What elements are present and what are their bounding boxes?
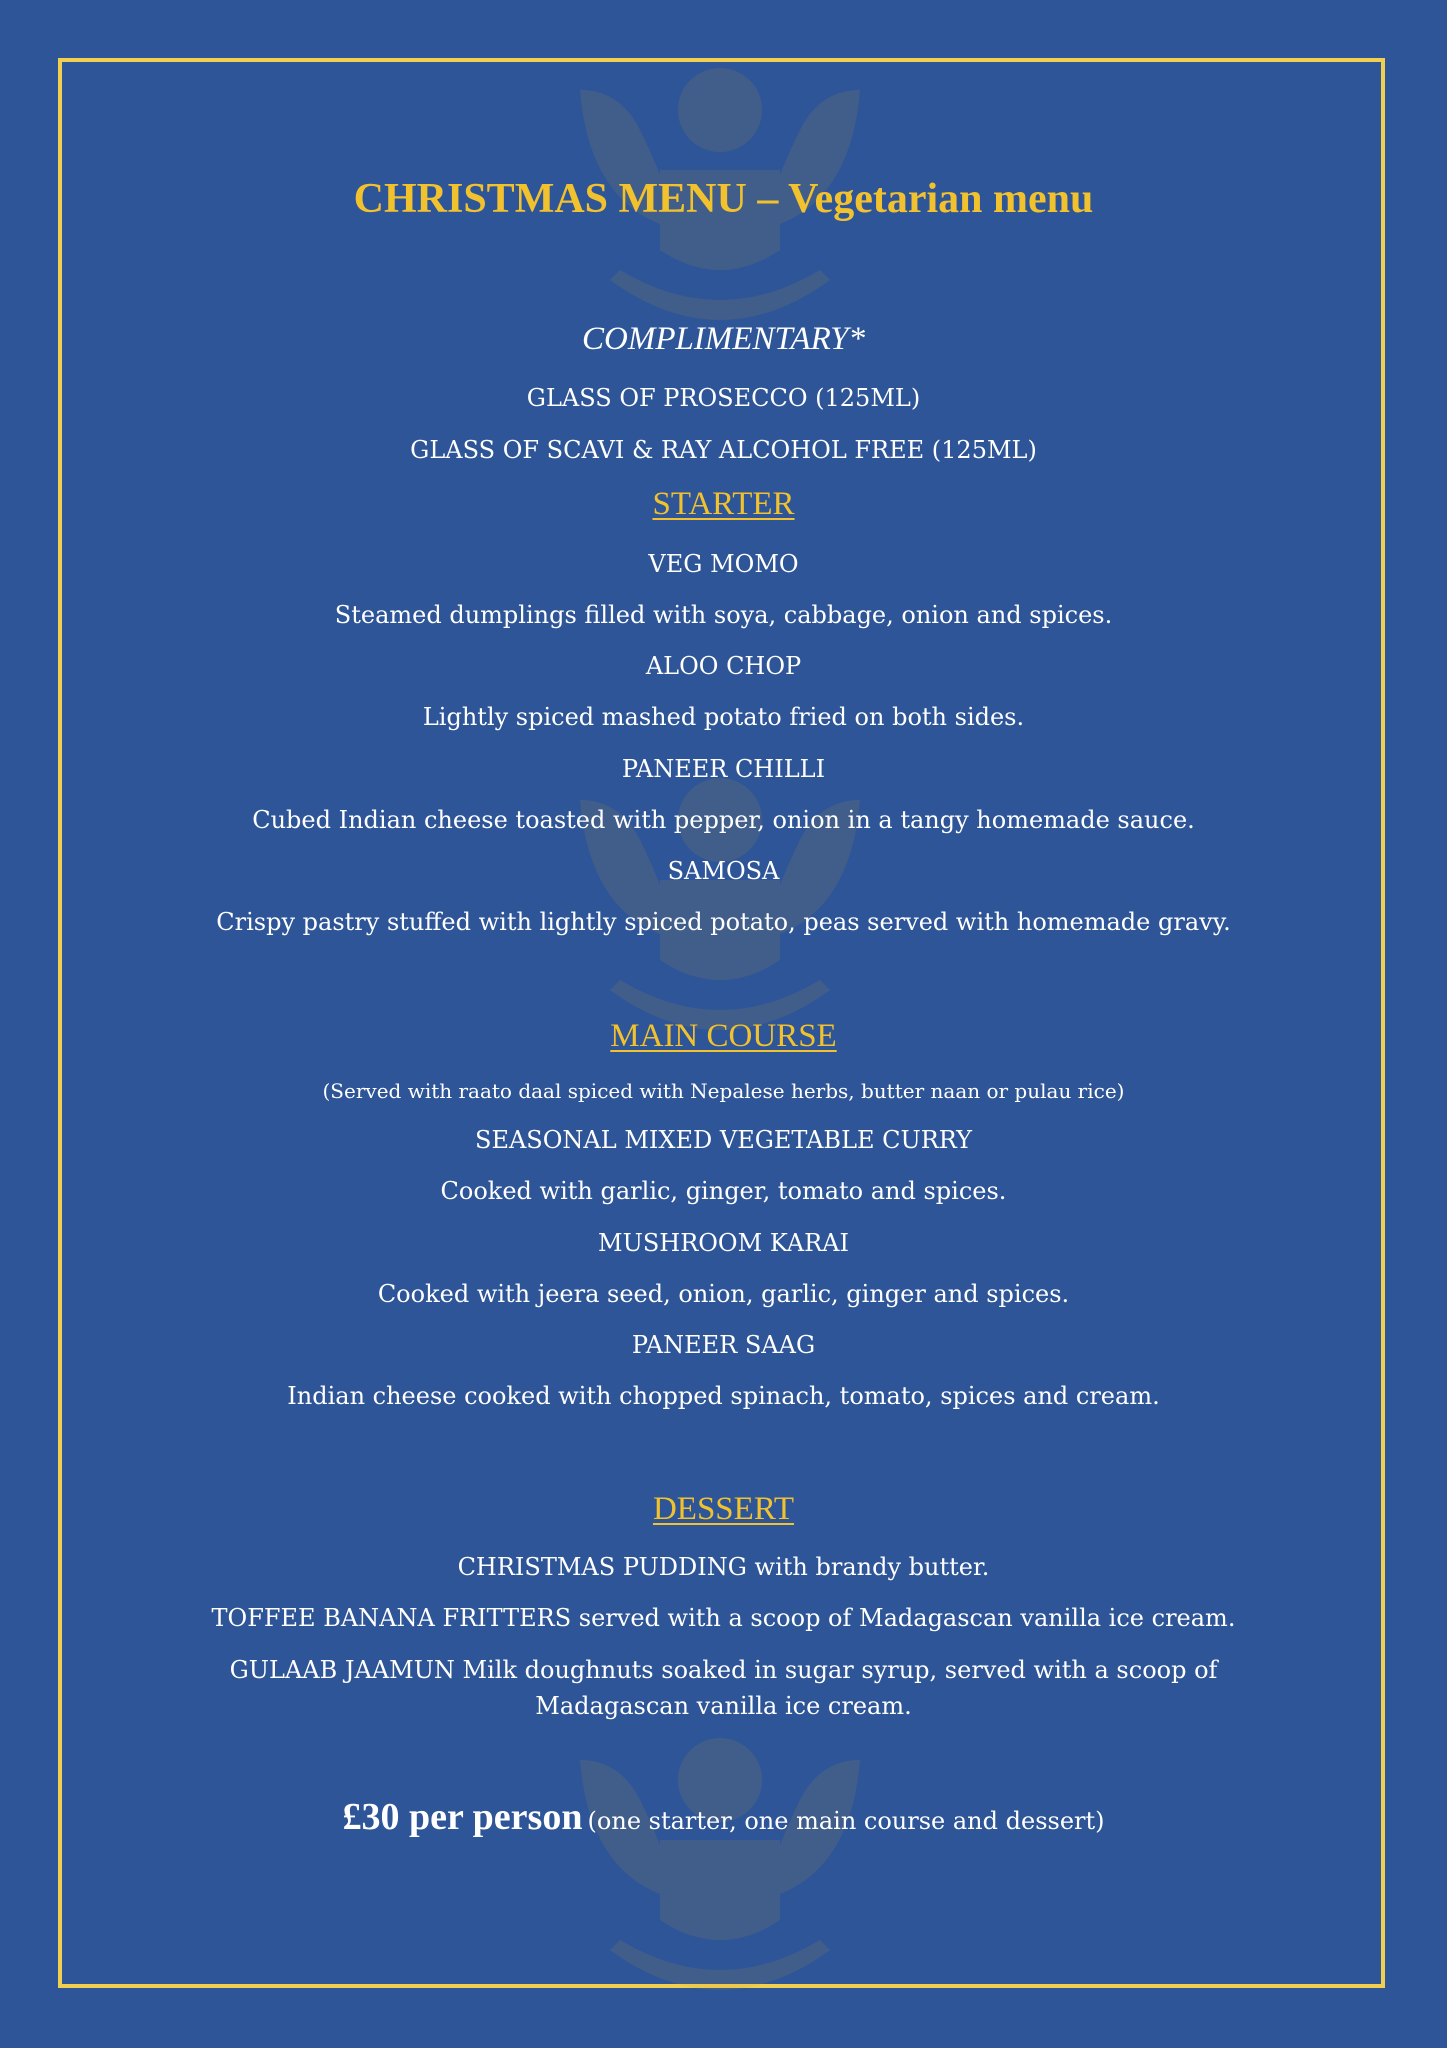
menu-title: CHRISTMAS MENU – Vegetarian menu [353, 176, 1094, 222]
main-item-name: MUSHROOM KARAI [598, 1229, 849, 1257]
starter-heading: STARTER [652, 486, 795, 522]
main-item-name: SEASONAL MIXED VEGETABLE CURRY [475, 1126, 972, 1154]
starter-item-name: PANEER CHILLI [621, 755, 826, 783]
main-item-desc: Cooked with jeera seed, onion, garlic, ginger and spices. [377, 1280, 1070, 1308]
main-item-name: PANEER SAAG [631, 1331, 816, 1359]
main-course-note: (Served with raato daal spiced with Nepalese herbs, butter naan or pulau rice) [322, 1079, 1125, 1103]
complimentary-item: GLASS OF PROSECCO (125ML) [526, 384, 921, 412]
starter-item-name: ALOO CHOP [645, 652, 802, 680]
price-note: (one starter, one main course and dessert) [587, 1807, 1105, 1835]
price-line [0, 1798, 1447, 1836]
complimentary-heading: COMPLIMENTARY* [582, 321, 865, 357]
starter-item-name: SAMOSA [667, 857, 780, 885]
starter-item-name: VEG MOMO [648, 550, 799, 578]
starter-item-desc: Steamed dumplings filled with soya, cabbage, onion and spices. [334, 601, 1113, 629]
main-item-desc: Cooked with garlic, ginger, tomato and spices. [440, 1177, 1007, 1205]
starter-item-desc: Crispy pastry stuffed with lightly spiced potato, peas served with homemade gravy. [216, 908, 1231, 936]
dessert-item: GULAAB JAAMUN Milk doughnuts soaked in sugar syrup, served with a scoop of Madagascan vanilla ice cream. [229, 1656, 1218, 1720]
dessert-item: TOFFEE BANANA FRITTERS served with a scoop of Madagascan vanilla ice cream. [211, 1604, 1236, 1632]
dessert-heading: DESSERT [652, 1491, 795, 1527]
complimentary-item: GLASS OF SCAVI & RAY ALCOHOL FREE (125ML) [410, 436, 1037, 464]
starter-item-desc: Cubed Indian cheese toasted with pepper, onion in a tangy homemade sauce. [252, 806, 1195, 834]
dessert-item: CHRISTMAS PUDDING with brandy butter. [457, 1553, 990, 1581]
starter-item-desc: Lightly spiced mashed potato fried on both sides. [422, 703, 1025, 731]
price-amount: £30 per person [342, 1796, 583, 1838]
main-course-heading: MAIN COURSE [610, 1018, 837, 1054]
main-item-desc: Indian cheese cooked with chopped spinach, tomato, spices and cream. [287, 1382, 1160, 1410]
